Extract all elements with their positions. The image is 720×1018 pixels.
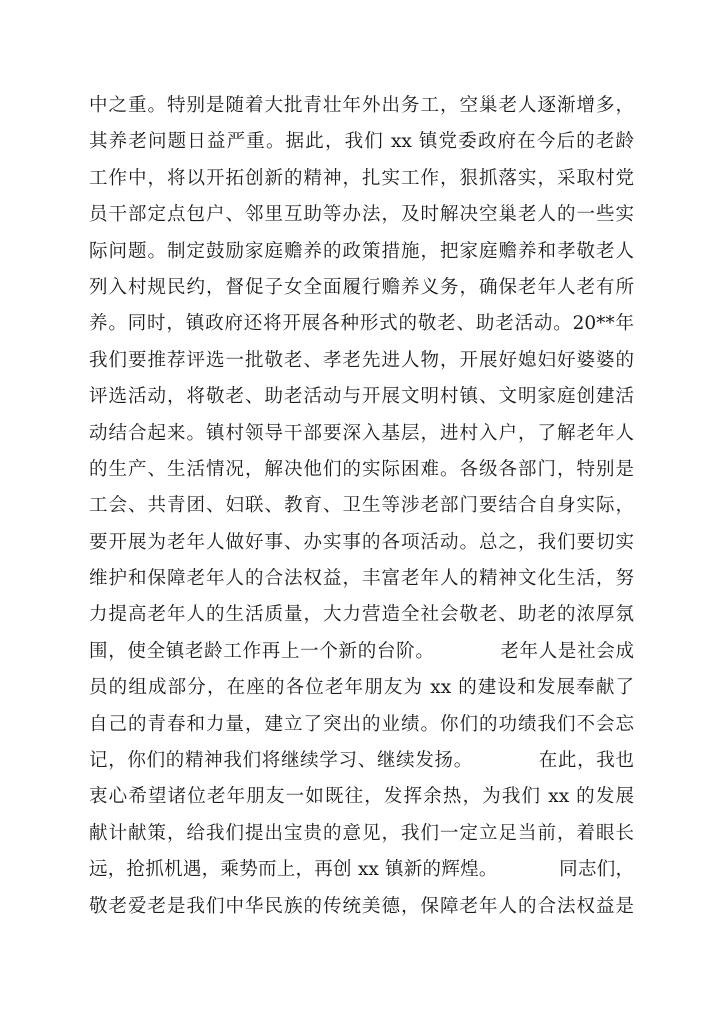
text-line: 我们要推荐评选一批敬老、孝老先进人物，开展好媳妇好婆婆的 (89, 349, 634, 371)
text-line: 养。同时，镇政府还将开展各种形式的敬老、助老活动。20**年 (89, 313, 634, 335)
text-line: 员干部定点包户、邻里互助等办法，及时解决空巢老人的一些实 (89, 204, 634, 226)
text-line: 工作中，将以开拓创新的精神，扎实工作，狠抓落实，采取村党 (89, 167, 634, 189)
text-line: 的生产、生活情况，解决他们的实际困难。各级各部门，特别是 (89, 458, 634, 480)
text-line: 记，你们的精神我们将继续学习、继续发扬。 在此，我也 (89, 750, 634, 772)
text-line: 员的组成部分，在座的各位老年朋友为 xx 的建设和发展奉献了 (89, 677, 634, 699)
body-text (89, 88, 634, 925)
text-line: 敬老爱老是我们中华民族的传统美德，保障老年人的合法权益是 (89, 895, 634, 917)
text-line: 力提高老年人的生活质量，大力营造全社会敬老、助老的浓厚氛 (89, 604, 634, 626)
text-line: 其养老问题日益严重。据此，我们 xx 镇党委政府在今后的老龄 (89, 131, 634, 153)
text-line: 际问题。制定鼓励家庭赡养的政策措施，把家庭赡养和孝敬老人 (89, 240, 634, 262)
text-line: 动结合起来。镇村领导干部要深入基层，进村入户，了解老年人 (89, 422, 634, 444)
text-line: 远，抢抓机遇，乘势而上，再创 xx 镇新的辉煌。 同志们， (89, 859, 634, 881)
text-line: 工会、共青团、妇联、教育、卫生等涉老部门要结合自身实际， (89, 495, 634, 517)
text-line: 自己的青春和力量，建立了突出的业绩。你们的功绩我们不会忘 (89, 713, 634, 735)
text-line: 中之重。特别是随着大批青壮年外出务工，空巢老人逐渐增多， (89, 95, 634, 116)
text-line: 要开展为老年人做好事、办实事的各项活动。总之，我们要切实 (89, 531, 634, 553)
text-line: 列入村规民约，督促子女全面履行赡养义务，确保老年人老有所 (89, 276, 634, 298)
text-line: 衷心希望诸位老年朋友一如既往，发挥余热，为我们 xx 的发展 (89, 786, 634, 808)
text-line: 献计献策，给我们提出宝贵的意见，我们一定立足当前，着眼长 (89, 822, 634, 844)
text-line: 维护和保障老年人的合法权益，丰富老年人的精神文化生活，努 (89, 568, 634, 590)
text-line: 评选活动，将敬老、助老活动与开展文明村镇、文明家庭创建活 (89, 386, 634, 408)
text-line: 围，使全镇老龄工作再上一个新的台阶。 老年人是社会成 (89, 640, 634, 662)
